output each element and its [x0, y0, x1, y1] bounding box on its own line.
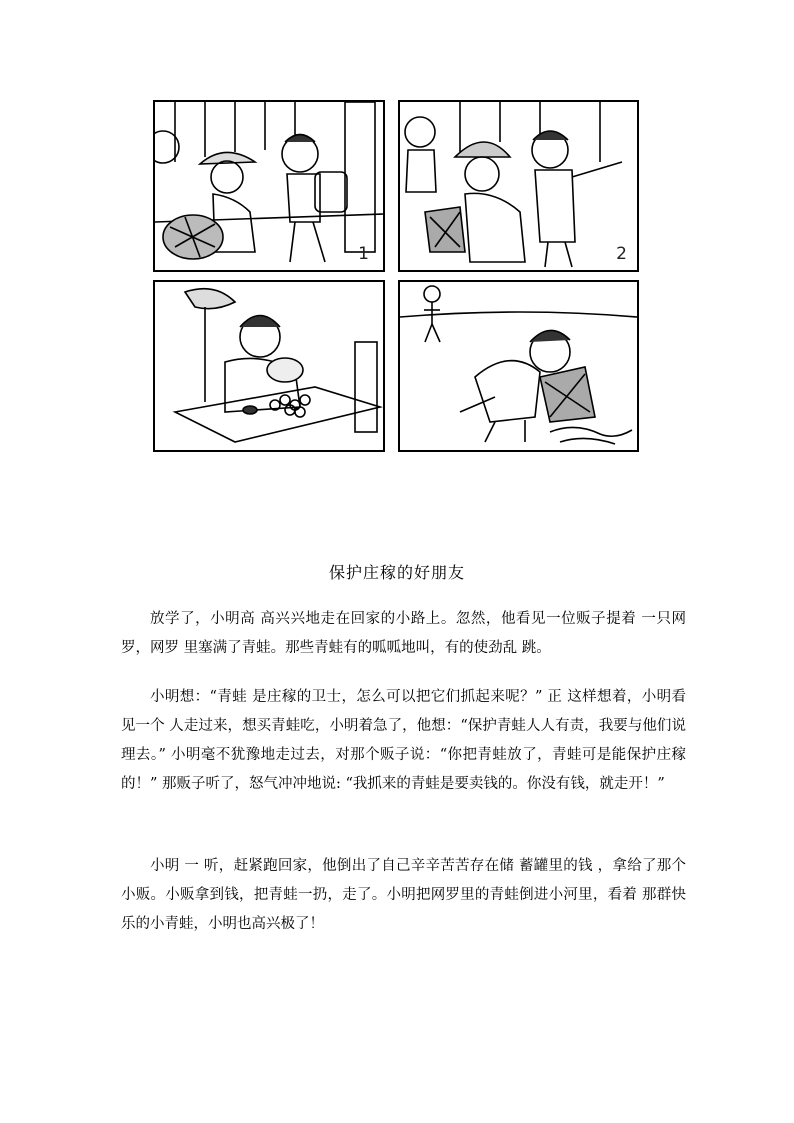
- comic-panel-4: [398, 280, 639, 452]
- comic-panel-3: [153, 280, 385, 452]
- story-title: 保护庄稼的好朋友: [328, 563, 465, 582]
- story-paragraph-1: 放学了，小明高 高兴兴地走在回家的小路上。忽然，他看见一位贩子提着 一只网罗，网罗 里塞满了青蛙。那些青蛙有的呱呱地叫，有的使劲乱 跳。: [121, 611, 686, 656]
- panel-1-drawing: [155, 102, 383, 270]
- panel-2-drawing: [400, 102, 637, 270]
- comic-illustration: [143, 95, 640, 457]
- panel-4-drawing: [400, 282, 637, 450]
- panel-3-drawing: [155, 282, 383, 450]
- panel-number: 2: [616, 244, 627, 264]
- story-paragraph-2: 小明想：“青蛙 是庄稼的卫士，怎么可以把它们抓起来呢？” 正 这样想着，小明看见一个 人走过来，想买青蛙吃，小明着急了，他想：“保护青蛙人人有责，我要与他们说 理去。” 小明毫不犹豫地走过去，对那个贩子说：“你把青蛙放了，青蛙可是能保护庄稼的！” 那贩子听了，怒气冲冲地说: “我抓来的青蛙是要卖钱的。你没有钱，就走开！”: [121, 689, 686, 792]
- panel-number: 1: [358, 244, 369, 264]
- story-paragraph-3: 小明 一 听，赶紧跑回家，他倒出了自己辛辛苦苦存在储 蓄罐里的钱 ，拿给了那个小贩。小贩拿到钱，把青蛙一扔，走了。小明把网罗里的青蛙倒进小河里，看着 那群快乐的小青蛙，小明也高兴极了！: [121, 858, 686, 932]
- comic-panel-2: [398, 100, 639, 272]
- comic-panel-1: [153, 100, 385, 272]
